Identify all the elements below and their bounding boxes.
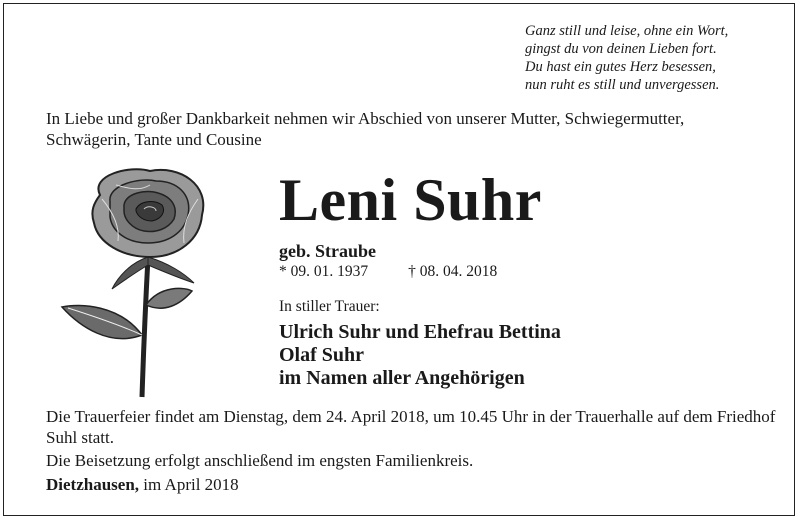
deceased-name: Leni Suhr [279, 167, 542, 233]
poem-line: nun ruht es still und unvergessen. [525, 77, 720, 93]
poem-line: Ganz still und leise, ohne ein Wort, [525, 23, 729, 39]
mourners-list [279, 321, 561, 390]
maiden-name: geb. Straube [279, 241, 377, 261]
rose-icon [60, 165, 220, 400]
place-date [46, 474, 239, 495]
poem [525, 22, 728, 94]
burial-info: Die Beisetzung erfolgt anschließend im engsten Familienkreis. [46, 451, 474, 470]
mourning-label: In stiller Trauer: [279, 298, 380, 315]
intro-text: In Liebe und großer Dankbarkeit nehmen wir Abschied von unserer Mutter, Schwiegermutter, Schwägerin, Tante und Cousine [46, 109, 685, 149]
death-date: † 08. 04. 2018 [408, 263, 498, 280]
poem-line: gingst du von deinen Lieben fort. [525, 41, 717, 57]
mourner-line: Olaf Suhr [279, 344, 365, 366]
life-dates [279, 262, 497, 282]
place-town: Dietzhausen, [46, 475, 140, 494]
mourner-line: im Namen aller Angehörigen [279, 367, 525, 389]
mourner-line: Ulrich Suhr und Ehefrau Bettina [279, 321, 561, 343]
funeral-info: Die Trauerfeier findet am Dienstag, dem 24. April 2018, um 10.45 Uhr in der Trauerhalle auf dem Friedhof Suhl statt. [46, 407, 776, 447]
place-month: im April 2018 [143, 475, 239, 494]
birth-date: * 09. 01. 1937 [279, 263, 369, 280]
poem-line: Du hast ein gutes Herz besessen, [525, 59, 716, 75]
